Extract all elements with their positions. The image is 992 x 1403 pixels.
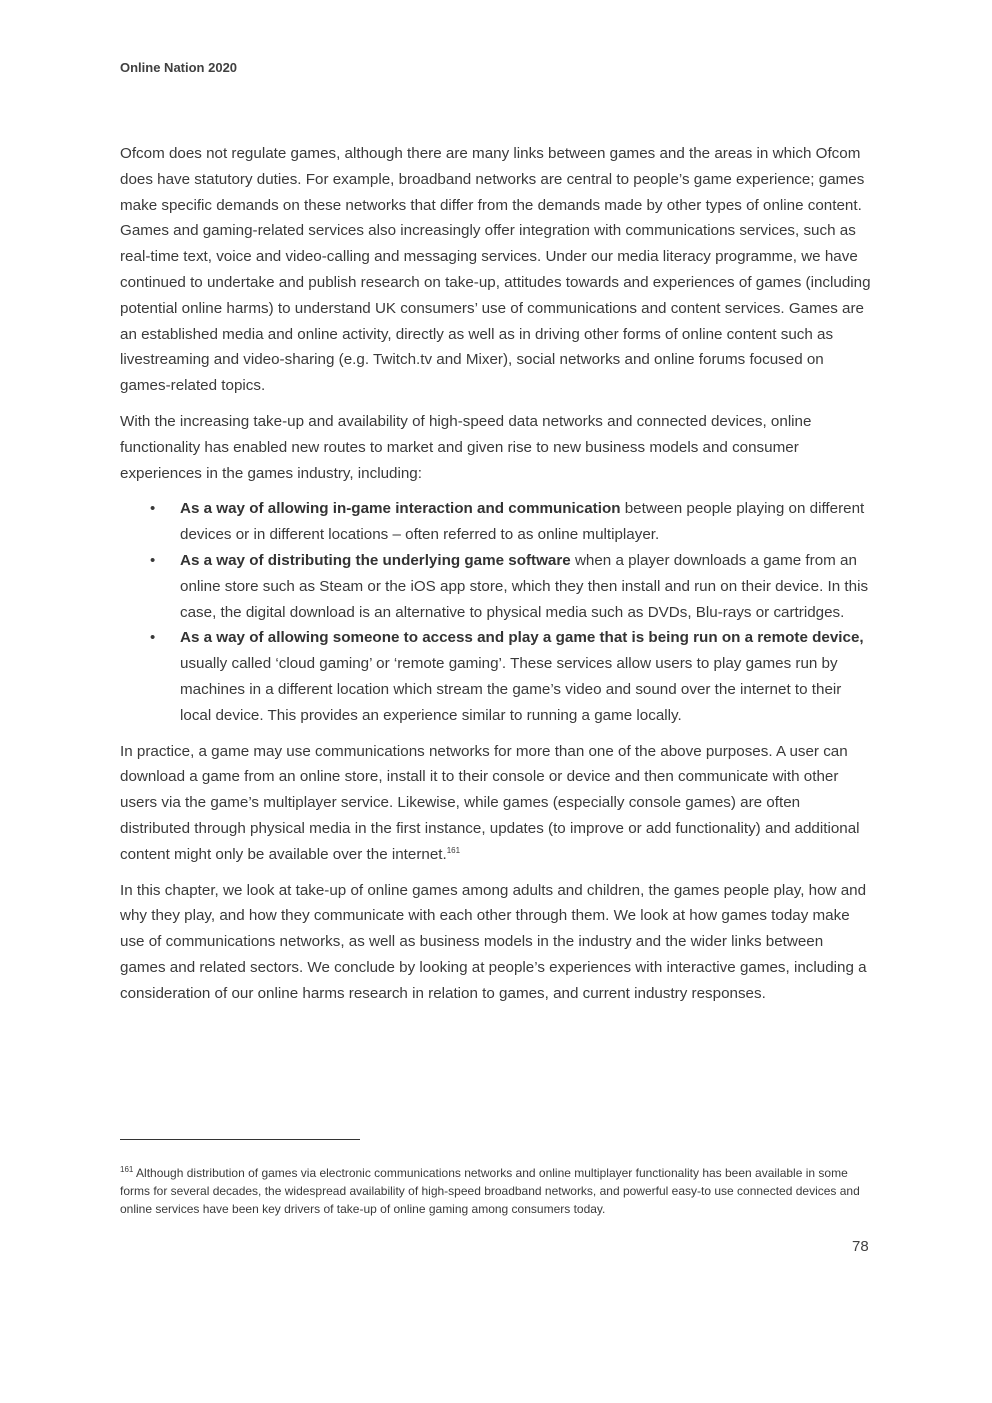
- paragraph-online-functionality-intro: With the increasing take-up and availability of high-speed data networks and connected devices, online functionality has enabled new routes to market and given rise to new business models and consumer experiences in the games industry, including:: [120, 412, 812, 482]
- paragraph-ofcom-regulation: Ofcom does not regulate games, although there are many links between games and the areas in which Ofcom does have statutory duties. For example, broadband networks are central to people’s game experience; games make specific demands on these networks that differ from the demands made by other types of online content. Games and gaming-related services also increasingly offer integration with communications services, such as real-time text, voice and video-calling and messaging services. Under our media literacy programme, we have continued to undertake and publish research on take-up, attitudes towards and experiences of games (including potential online harms) to understand UK consumers’ use of communications and content services. Games are an established media and online activity, directly as well as in driving other forms of online content such as livestreaming and video-sharing (e.g. Twitch.tv and Mixer), social networks and online forums focused on games-related topics.: [120, 145, 871, 395]
- bullet-dot: •: [150, 551, 156, 569]
- bullet-item-bold-lead: As a way of distributing the underlying game software: [180, 551, 571, 569]
- footnote-separator: [120, 1139, 360, 1140]
- paragraph-in-practice-text: In practice, a game may use communications networks for more than one of the above purposes. A user can download a game from an online store, install it to their console or device and then communicate with other users via the game’s multiplayer service. Likewise, while games (especially console games) are often distributed through physical media in the first instance, updates (to improve or add functionality) and additional content might only be available over the internet.: [120, 742, 860, 863]
- footnote-number: 161: [120, 1165, 134, 1174]
- bullet-item-bold-lead: As a way of allowing in-game interaction and communication: [180, 500, 621, 518]
- bullet-item-text: when a player downloads a game from an online store such as Steam or the iOS app store, which they then install and run on their device. In this case, the digital download is an alternative to physical media such as DVDs, Blu-rays or cartridges.: [180, 551, 869, 621]
- document-header-title: Online Nation 2020: [120, 60, 238, 75]
- bullet-dot: •: [150, 500, 156, 518]
- paragraph-in-practice: [120, 739, 872, 868]
- main-body-text: [120, 141, 872, 1017]
- footnote-reference[interactable]: 161: [446, 845, 461, 855]
- bullet-item-text: usually called ‘cloud gaming’ or ‘remote gaming’. These services allow users to play games run by machines in a different location which stream the game’s video and sound over the internet to their local device. This provides an experience similar to running a game locally.: [180, 655, 842, 724]
- bullet-item-bold-lead: As a way of allowing someone to access and play a game that is being run on a remote device,: [180, 629, 864, 647]
- paragraph-chapter-overview: In this chapter, we look at take-up of online games among adults and children, the games people play, how and why they play, and how they communicate with each other through them. We look at how games today make use of communications networks, as well as business models in the industry and the wider links between games and related sectors. We conclude by looking at people’s experiences with interactive games, including a consideration of our online harms research in relation to games, and current industry responses.: [120, 881, 867, 1002]
- bullet-item-text: between people playing on different devices or in different locations – often referred to as online multiplayer.: [180, 500, 865, 544]
- bullet-dot: •: [150, 629, 156, 647]
- bullet-list-online-uses: [120, 496, 872, 728]
- page-number: 78: [852, 1238, 869, 1255]
- bullet-item-in-game-interaction: [120, 496, 872, 548]
- footnote: [120, 1164, 872, 1218]
- footnote-text: Although distribution of games via electronic communications networks and online multiplayer functionality has been available in some forms for several decades, the widespread availability of high-speed broadband networks, and powerful easy-to use connected devices and online services have been key drivers of take-up of online gaming among consumers today.: [120, 1166, 860, 1216]
- bullet-item-cloud-gaming: [120, 625, 872, 728]
- bullet-item-distribution: [120, 548, 872, 625]
